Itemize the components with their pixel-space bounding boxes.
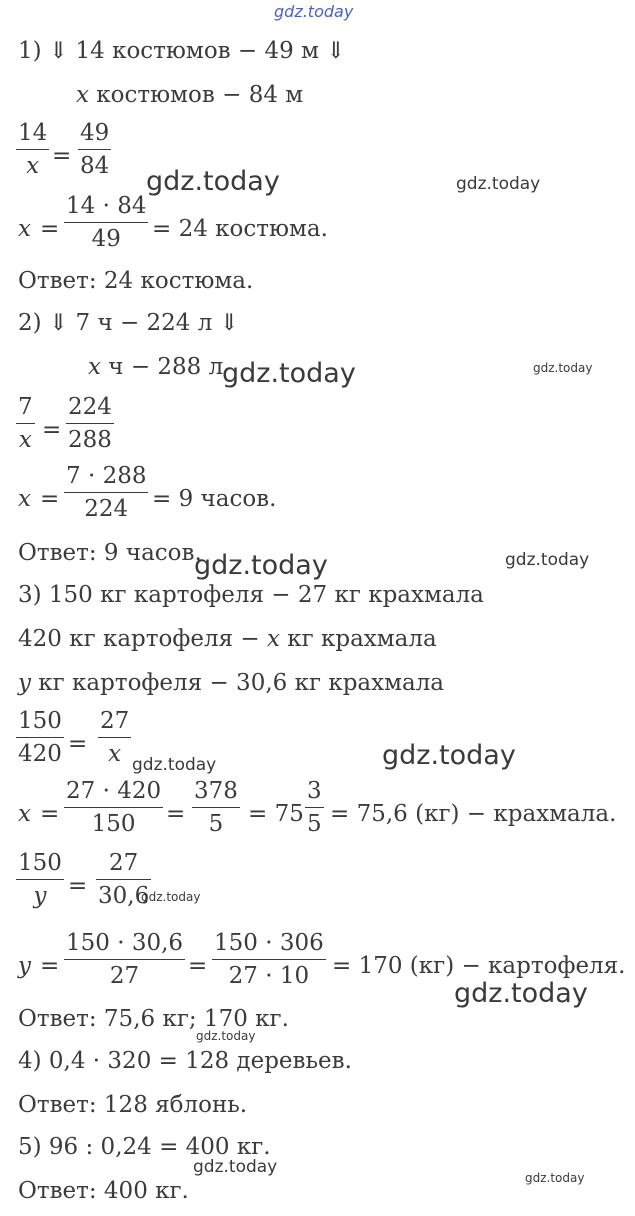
- p1-prop-right-fraction: [78, 122, 111, 178]
- p2-prop-left-fraction: [16, 396, 35, 452]
- p2-sol-result: = 9 часов.: [152, 486, 277, 512]
- p1-prop-left-fraction: [16, 122, 49, 178]
- p3-soly-eq1: =: [40, 953, 60, 979]
- p2-line1: 2) ⇓ 7 ч − 224 л ⇓: [18, 310, 239, 336]
- p3-prop1-left-den: 420: [18, 741, 62, 767]
- p4-line1: 4) 0,4 · 320 = 128 деревьев.: [18, 1048, 352, 1074]
- p3-soly-f2-num: 150 · 306: [214, 930, 324, 956]
- watermark: gdz.today: [456, 174, 541, 194]
- watermark: gdz.today: [196, 1029, 256, 1043]
- p3-line2-b: кг крахмала: [279, 626, 437, 652]
- p2-sol-fraction: [64, 465, 148, 521]
- p2-sol-eq: =: [40, 486, 60, 512]
- p1-sol-eq: =: [40, 216, 60, 242]
- p2-line2: [88, 356, 223, 379]
- p2-prop-eq: =: [42, 417, 62, 443]
- p1-answer: Ответ: 24 костюма.: [18, 268, 254, 294]
- p2-sol-var: x: [18, 486, 31, 512]
- p3-prop1-right-num: 27: [100, 708, 130, 734]
- p1-sol-var: x: [18, 216, 31, 242]
- p3-soly-f1-den: 27: [109, 963, 140, 989]
- watermark: gdz.today: [533, 361, 593, 375]
- p3-prop1-left-num: 150: [18, 708, 62, 734]
- p1-prop-left-num: 14: [18, 120, 48, 146]
- p5-line1: 5) 96 : 0,24 = 400 кг.: [18, 1134, 271, 1160]
- p2-sol-den: 224: [84, 496, 129, 522]
- p3-line3: [18, 672, 444, 695]
- watermark: gdz.today: [222, 358, 356, 389]
- p3-soly-f1-num: 150 · 30,6: [66, 930, 184, 956]
- p2-prop-right-num: 224: [68, 394, 112, 420]
- p3-line1: 3) 150 кг картофеля − 27 кг крахмала: [18, 582, 484, 608]
- p1-sol-fraction: [64, 195, 148, 251]
- p3-solx-f2-num: 378: [194, 778, 238, 804]
- p5-answer: Ответ: 400 кг.: [18, 1178, 189, 1204]
- p2-prop-right-fraction: [66, 396, 114, 452]
- p2-prop-right-den: 288: [68, 427, 112, 453]
- p3-line2: [18, 628, 437, 651]
- p3-solx-var: x: [18, 801, 31, 827]
- p2-line2-var: x: [88, 354, 101, 380]
- p3-solx-f3-num: 3: [307, 778, 322, 804]
- p3-prop2-right-num: 27: [108, 850, 139, 876]
- p3-soly-f2-den: 27 · 10: [228, 963, 310, 989]
- p1-prop-eq: =: [52, 143, 72, 169]
- p1-line2-var: x: [76, 82, 89, 108]
- p3-soly-fraction1: [64, 932, 185, 988]
- p1-sol-num: 14 · 84: [66, 193, 147, 219]
- p3-prop2-left-fraction: [16, 852, 64, 908]
- p3-line3-rest: кг картофеля − 30,6 кг крахмала: [31, 670, 445, 696]
- p3-prop1-right-fraction: [98, 710, 131, 766]
- p3-prop2-left-num: 150: [18, 850, 62, 876]
- p4-answer: Ответ: 128 яблонь.: [18, 1092, 248, 1118]
- watermark: gdz.today: [141, 890, 201, 904]
- watermark-top: gdz.today: [274, 2, 354, 21]
- p3-soly-eq2: =: [188, 953, 208, 979]
- p3-line2-var: x: [266, 626, 280, 652]
- watermark: gdz.today: [505, 550, 590, 570]
- watermark: gdz.today: [525, 1171, 585, 1185]
- p3-solx-eq2: =: [166, 801, 186, 827]
- p3-prop1-right-den: x: [108, 741, 122, 767]
- p2-sol-num: 7 · 288: [66, 463, 147, 489]
- p1-line1: 1) ⇓ 14 костюмов − 49 м ⇓: [18, 38, 346, 64]
- p1-line2: [76, 84, 303, 107]
- p2-prop-left-num: 7: [18, 394, 33, 420]
- p3-soly-var: y: [18, 953, 31, 979]
- p3-solx-fraction1: [64, 780, 163, 836]
- watermark: gdz.today: [193, 1157, 278, 1177]
- p3-prop2-eq: =: [68, 873, 88, 899]
- watermark: gdz.today: [382, 740, 516, 771]
- p3-solx-f1-num: 27 · 420: [66, 778, 162, 804]
- p1-prop-left-den: x: [26, 153, 40, 179]
- p1-sol-den: 49: [91, 226, 121, 252]
- p2-line2-rest: ч − 288 л: [100, 354, 224, 380]
- p3-solx-fraction3: [305, 780, 324, 836]
- p3-soly-fraction2: [212, 932, 326, 988]
- p3-solx-eq3: = 75: [248, 801, 304, 827]
- p3-answer: Ответ: 75,6 кг; 170 кг.: [18, 1006, 289, 1032]
- p3-prop1-eq: =: [68, 731, 88, 757]
- p3-solx-f1-den: 150: [91, 811, 136, 837]
- watermark: gdz.today: [194, 550, 328, 581]
- p2-answer: Ответ: 9 часов.: [18, 540, 202, 566]
- p3-prop2-left-den: y: [33, 883, 47, 909]
- p3-prop2-right-den: 30,6: [98, 883, 150, 909]
- p3-solx-fraction2: [192, 780, 240, 836]
- p3-prop1-left-fraction: [16, 710, 64, 766]
- watermark: gdz.today: [146, 166, 280, 197]
- p3-solx-result: = 75,6 (кг) − крахмала.: [330, 801, 617, 827]
- p1-prop-right-den: 84: [80, 153, 110, 179]
- p1-sol-result: = 24 костюма.: [152, 216, 328, 242]
- watermark: gdz.today: [132, 755, 217, 775]
- p3-solx-f3-den: 5: [307, 811, 322, 837]
- p1-line2-rest: костюмов − 84 м: [88, 82, 304, 108]
- p1-prop-right-num: 49: [80, 120, 110, 146]
- p2-prop-left-den: x: [18, 427, 32, 453]
- p3-line3-var: y: [18, 670, 31, 696]
- p3-solx-f2-den: 5: [208, 811, 224, 837]
- p3-solx-eq1: =: [40, 801, 60, 827]
- p3-line2-a: 420 кг картофеля −: [18, 626, 267, 652]
- watermark: gdz.today: [454, 978, 588, 1009]
- p3-soly-result: = 170 (кг) − картофеля.: [332, 953, 626, 979]
